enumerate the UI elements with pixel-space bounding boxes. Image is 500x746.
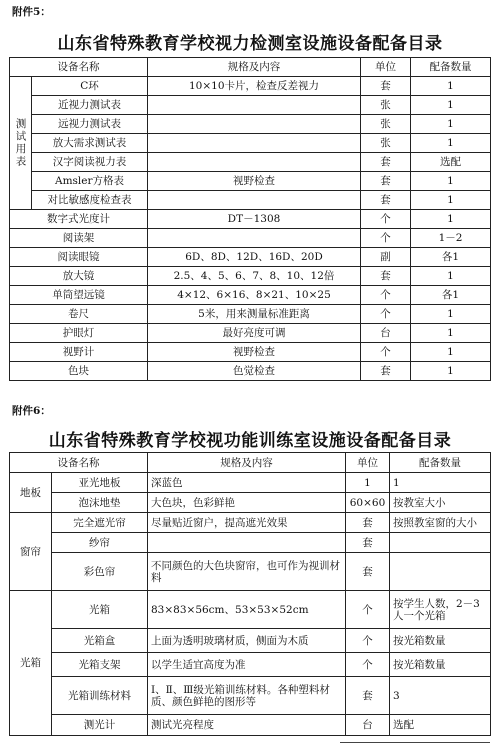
equipment-name: 阅读架	[10, 229, 148, 248]
equipment-quantity: 按照教室窗的大小	[390, 513, 491, 533]
equipment-name: 光箱训练材料	[52, 677, 148, 715]
equipment-name: 单筒望远镜	[10, 286, 148, 305]
group-label-test-charts: 测试用表	[10, 77, 32, 210]
equipment-spec: 深蓝色	[148, 473, 346, 493]
equipment-name: 纱帘	[52, 533, 148, 553]
equipment-name: 护眼灯	[10, 324, 148, 343]
header-unit: 单位	[361, 58, 411, 77]
header-equipment-name: 设备名称	[10, 58, 148, 77]
equipment-unit: 套	[346, 677, 390, 715]
equipment-name: 远视力测试表	[32, 115, 148, 134]
equipment-name: 汉字阅读视力表	[32, 153, 148, 172]
table-header-row	[10, 58, 491, 77]
training-table-body	[10, 473, 491, 736]
table-row	[10, 229, 491, 248]
equipment-spec: 色觉检查	[148, 362, 361, 381]
header-quantity: 配备数量	[411, 58, 491, 77]
table-row	[10, 653, 491, 677]
table-row	[10, 473, 491, 493]
table-row	[10, 324, 491, 343]
equipment-unit: 副	[361, 248, 411, 267]
table-row	[10, 493, 491, 513]
equipment-unit: 台	[361, 324, 411, 343]
header-unit: 单位	[346, 453, 390, 473]
equipment-unit: 套	[346, 513, 390, 533]
equipment-spec	[148, 153, 361, 172]
equipment-spec: 4×12、6×16、8×21、10×25	[148, 286, 361, 305]
table-row	[10, 362, 491, 381]
table-row	[10, 343, 491, 362]
equipment-name: 测光计	[52, 715, 148, 736]
table-row	[10, 77, 491, 96]
equipment-unit: 个	[361, 343, 411, 362]
equipment-name: 放大镜	[10, 267, 148, 286]
equipment-spec: DT－1308	[148, 210, 361, 229]
equipment-spec: 6D、8D、12D、16D、20D	[148, 248, 361, 267]
equipment-name: 放大需求测试表	[32, 134, 148, 153]
equipment-spec: 以学生适宜高度为准	[148, 653, 346, 677]
table-row	[10, 248, 491, 267]
equipment-spec	[148, 96, 361, 115]
header-spec: 规格及内容	[148, 58, 361, 77]
footer-rule	[340, 742, 490, 743]
equipment-unit: 台	[346, 715, 390, 736]
equipment-unit: 60×60	[346, 493, 390, 513]
equipment-spec	[148, 191, 361, 210]
equipment-quantity: 按学生人数，2－3人一个光箱	[390, 591, 491, 629]
header-equipment-name: 设备名称	[10, 453, 148, 473]
table-row	[10, 153, 491, 172]
equipment-quantity: 1	[411, 77, 491, 96]
table-row	[10, 267, 491, 286]
equipment-quantity	[390, 553, 491, 591]
table-row	[10, 715, 491, 736]
vision-testing-equipment-table	[9, 57, 491, 381]
equipment-name: 泡沫地垫	[52, 493, 148, 513]
table-row	[10, 629, 491, 653]
equipment-spec: Ⅰ、Ⅱ、Ⅲ级光箱训练材料。各种塑料材质、颜色鲜艳的图形等	[148, 677, 346, 715]
table-row	[10, 677, 491, 715]
group-label: 窗帘	[10, 513, 52, 591]
equipment-unit: 套	[361, 362, 411, 381]
equipment-quantity: 选配	[390, 715, 491, 736]
table-row	[10, 172, 491, 191]
equipment-spec	[148, 134, 361, 153]
equipment-unit: 个	[346, 591, 390, 629]
equipment-unit: 个	[361, 305, 411, 324]
equipment-name: 光箱	[52, 591, 148, 629]
equipment-unit: 套	[346, 533, 390, 553]
equipment-quantity: 选配	[411, 153, 491, 172]
table-row	[10, 210, 491, 229]
equipment-spec: 5米，用来测量标准距离	[148, 305, 361, 324]
table-row	[10, 286, 491, 305]
equipment-name: 卷尺	[10, 305, 148, 324]
equipment-name: 亚光地板	[52, 473, 148, 493]
equipment-name: 完全遮光帘	[52, 513, 148, 533]
equipment-quantity: 各1	[411, 248, 491, 267]
equipment-unit: 套	[346, 553, 390, 591]
equipment-quantity: 按光箱数量	[390, 629, 491, 653]
equipment-quantity: 1	[411, 210, 491, 229]
equipment-quantity: 1	[390, 473, 491, 493]
table-row	[10, 191, 491, 210]
equipment-unit: 张	[361, 96, 411, 115]
equipment-spec: 最好亮度可调	[148, 324, 361, 343]
equipment-quantity: 1	[411, 134, 491, 153]
equipment-unit: 1	[346, 473, 390, 493]
equipment-quantity: 1	[411, 115, 491, 134]
equipment-unit: 套	[361, 172, 411, 191]
equipment-name: 视野计	[10, 343, 148, 362]
equipment-quantity: 各1	[411, 286, 491, 305]
equipment-unit: 个	[361, 286, 411, 305]
equipment-quantity: 1	[411, 96, 491, 115]
equipment-spec: 测试光亮程度	[148, 715, 346, 736]
equipment-unit: 张	[361, 115, 411, 134]
attachment-5-label: 附件5：	[12, 6, 51, 18]
vision-table-body	[10, 77, 491, 381]
equipment-spec: 视野检查	[148, 343, 361, 362]
equipment-quantity: 1	[411, 267, 491, 286]
header-quantity: 配备数量	[390, 453, 491, 473]
equipment-quantity: 1	[411, 362, 491, 381]
table-row	[10, 96, 491, 115]
equipment-unit: 个	[361, 229, 411, 248]
equipment-quantity: 1	[411, 172, 491, 191]
equipment-unit: 个	[346, 653, 390, 677]
equipment-quantity: 1	[411, 191, 491, 210]
equipment-unit: 张	[361, 134, 411, 153]
table-header-row	[10, 453, 491, 473]
equipment-quantity: 1	[411, 343, 491, 362]
equipment-name: 数字式光度计	[10, 210, 148, 229]
equipment-quantity: 3	[390, 677, 491, 715]
equipment-name: 光箱支架	[52, 653, 148, 677]
equipment-unit: 套	[361, 267, 411, 286]
attachment-6-label: 附件6：	[12, 405, 51, 417]
equipment-spec	[148, 533, 346, 553]
equipment-name: 阅读眼镜	[10, 248, 148, 267]
table-row	[10, 553, 491, 591]
equipment-name: 光箱盒	[52, 629, 148, 653]
group-label: 地板	[10, 473, 52, 513]
header-spec: 规格及内容	[148, 453, 346, 473]
table-row	[10, 533, 491, 553]
equipment-unit: 个	[361, 210, 411, 229]
equipment-quantity: 1－2	[411, 229, 491, 248]
table-row	[10, 305, 491, 324]
vision-training-equipment-table	[9, 452, 491, 736]
equipment-spec: 2.5、4、5、6、7、8、10、12倍	[148, 267, 361, 286]
equipment-unit: 套	[361, 153, 411, 172]
equipment-spec	[148, 115, 361, 134]
equipment-spec: 视野检查	[148, 172, 361, 191]
attachment-6-title: 山东省特殊教育学校视功能训练室设施设备配备目录	[48, 431, 452, 451]
equipment-name: 彩色帘	[52, 553, 148, 591]
table-row	[10, 591, 491, 629]
equipment-spec: 尽量贴近窗户，提高遮光效果	[148, 513, 346, 533]
equipment-quantity: 1	[411, 324, 491, 343]
equipment-quantity	[390, 533, 491, 553]
equipment-name: C环	[32, 77, 148, 96]
equipment-quantity: 按光箱数量	[390, 653, 491, 677]
equipment-spec: 不同颜色的大色块窗帘，也可作为视训材料	[148, 553, 346, 591]
equipment-spec	[148, 229, 361, 248]
equipment-unit: 个	[346, 629, 390, 653]
attachment-5-title: 山东省特殊教育学校视力检测室设施设备配备目录	[57, 34, 443, 54]
equipment-quantity: 1	[411, 305, 491, 324]
equipment-name: Amsler方格表	[32, 172, 148, 191]
equipment-name: 对比敏感度检查表	[32, 191, 148, 210]
group-label: 光箱	[10, 591, 52, 736]
equipment-name: 近视力测试表	[32, 96, 148, 115]
table-row	[10, 513, 491, 533]
equipment-unit: 套	[361, 191, 411, 210]
equipment-unit: 套	[361, 77, 411, 96]
table-row	[10, 115, 491, 134]
table-row	[10, 134, 491, 153]
equipment-spec: 上面为透明玻璃材质，侧面为木质	[148, 629, 346, 653]
equipment-name: 色块	[10, 362, 148, 381]
equipment-spec: 10×10卡片，检查反差视力	[148, 77, 361, 96]
equipment-spec: 大色块，色彩鲜艳	[148, 493, 346, 513]
equipment-quantity: 按教室大小	[390, 493, 491, 513]
equipment-spec: 83×83×56cm、53×53×52cm	[148, 591, 346, 629]
